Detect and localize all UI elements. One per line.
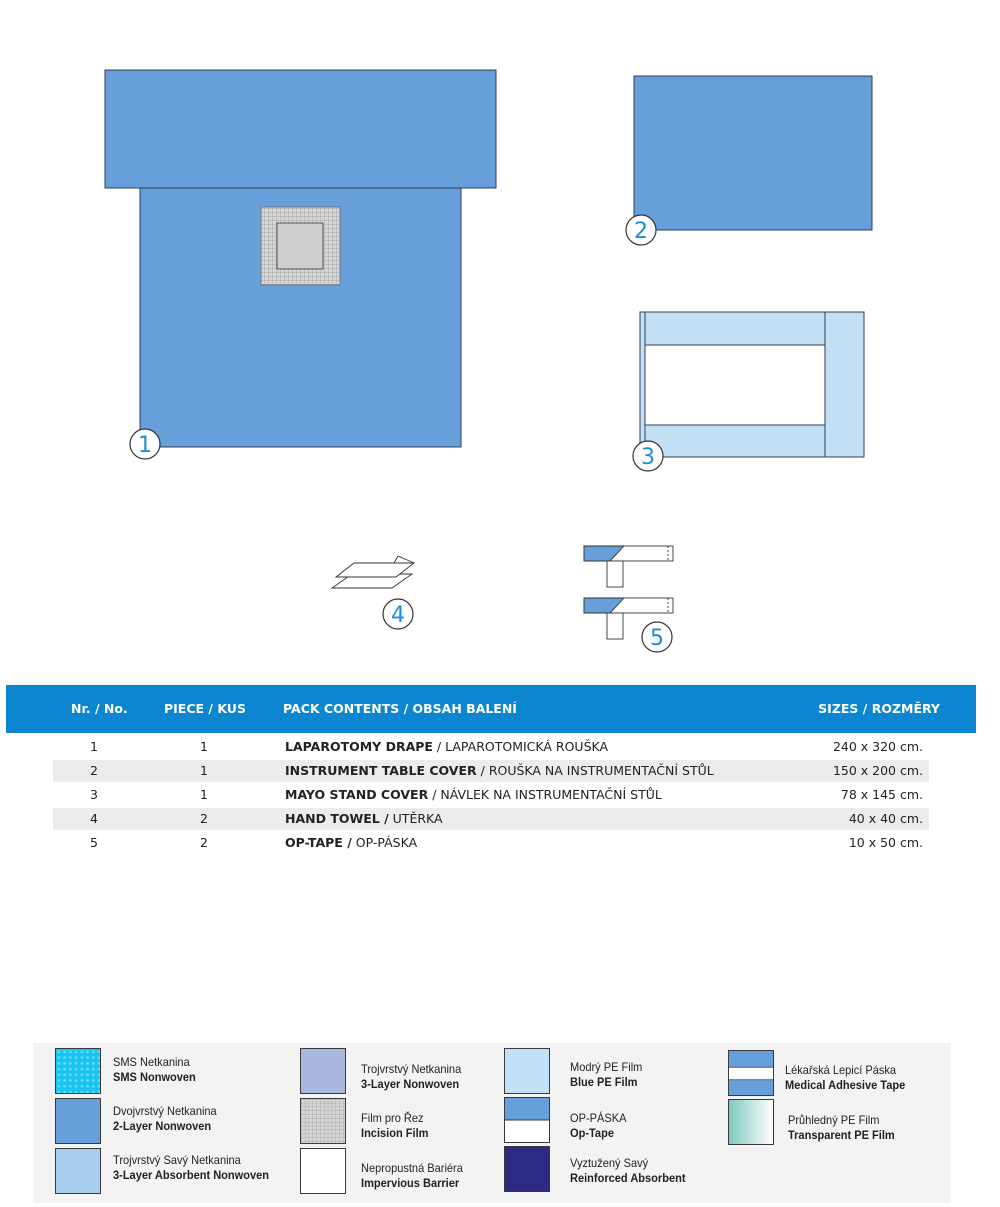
row-piece: 2 [200,835,208,850]
legend-item [570,1060,642,1090]
legend-en: Op-Tape [570,1126,614,1140]
row-name [285,835,417,850]
legend-en: Blue PE Film [570,1075,638,1089]
medical-adhesive-tape-swatch [728,1050,774,1096]
header-piece: PIECE / KUS [164,701,246,716]
row-size: 78 x 145 cm. [840,787,923,802]
legend-en: Medical Adhesive Tape [785,1078,906,1092]
legend-item [361,1161,463,1191]
legend-cz: Film pro Řez [361,1111,424,1125]
table-row [53,784,929,806]
legend-cz: Nepropustná Bariéra [361,1161,463,1175]
legend-en: Reinforced Absorbent [570,1171,686,1185]
mayo-stand-cover-drawing [640,312,864,457]
number-badge-1 [130,429,160,459]
number-3-text: 3 [641,445,655,470]
row-name [285,739,608,754]
row-number: 1 [90,739,98,754]
legend-item [361,1062,461,1092]
header-sizes: SIZES / ROZMĚRY [818,701,940,716]
legend-cz: Modrý PE Film [570,1060,643,1074]
incision-film-swatch [300,1098,346,1144]
legend-cz: Trojvrstvý Netkanina [361,1062,462,1076]
reinforced-absorbent-swatch [504,1146,550,1192]
legend-item [788,1113,895,1143]
row-piece: 1 [200,739,208,754]
legend-cz: Lékařská Lepicí Páska [785,1063,897,1077]
two-layer-nonwoven-swatch [55,1098,101,1144]
op-tape-swatch [504,1097,550,1143]
row-number: 4 [90,811,98,826]
legend-cz: SMS Netkanina [113,1055,190,1069]
row-number: 3 [90,787,98,802]
row-number: 5 [90,835,98,850]
row-name-cz: / NÁVLEK NA INSTRUMENTAČNÍ STŮL [428,787,662,802]
transparent-pe-film-swatch [728,1099,774,1145]
legend-cz: OP-PÁSKA [570,1111,627,1125]
legend-cz: Trojvrstvý Savý Netkanina [113,1153,241,1167]
three-layer-absorbent-swatch [55,1148,101,1194]
legend-item [113,1055,196,1085]
legend-item [361,1111,428,1141]
laparotomy-drape-drawing [105,70,496,447]
legend-en: 2-Layer Nonwoven [113,1119,212,1133]
blue-pe-film-swatch [504,1048,550,1094]
number-badge-3 [633,441,663,471]
legend-item [113,1153,269,1183]
row-name-en: LAPAROTOMY DRAPE [285,739,433,754]
row-number: 2 [90,763,98,778]
row-size: 40 x 40 cm. [848,811,923,826]
impervious-barrier-swatch [300,1148,346,1194]
header-no: Nr. / No. [71,701,128,716]
three-layer-nonwoven-swatch [300,1048,346,1094]
row-name-cz: / LAPAROTOMICKÁ ROUŠKA [432,739,609,754]
row-name [285,763,714,778]
sms-nonwoven-swatch [55,1048,101,1094]
row-name-en: INSTRUMENT TABLE COVER [285,763,477,778]
legend-en: 3-Layer Nonwoven [361,1077,460,1091]
number-badge-4 [383,599,413,629]
row-name-en: OP-TAPE / [285,835,352,850]
header-contents: PACK CONTENTS / OBSAH BALENÍ [283,701,517,716]
instrument-table-cover-drawing [634,76,872,230]
row-name-en: HAND TOWEL / [285,811,389,826]
row-name-en: MAYO STAND COVER [285,787,429,802]
number-badge-5 [642,622,672,652]
row-size: 150 x 200 cm. [832,763,923,778]
number-4-text: 4 [391,603,405,628]
row-name [285,811,443,826]
number-1-text: 1 [138,433,152,458]
legend-item [785,1063,905,1093]
legend-cz: Vyztužený Savý [570,1156,649,1170]
legend-en: Transparent PE Film [788,1128,895,1142]
contents-table-header [6,685,976,733]
legend-en: 3-Layer Absorbent Nonwoven [113,1168,270,1182]
row-name-cz: UTĚRKA [388,811,443,826]
material-legend [33,1043,951,1203]
row-piece: 2 [200,811,208,826]
row-size: 10 x 50 cm. [848,835,923,850]
table-row [53,760,929,782]
legend-cz: Průhledný PE Film [788,1113,880,1127]
legend-item [113,1104,217,1134]
table-row [53,736,929,758]
row-piece: 1 [200,763,208,778]
row-name-cz: OP-PÁSKA [351,835,418,850]
hand-towel-drawing [332,556,414,588]
number-2-text: 2 [634,219,648,244]
legend-item [570,1111,626,1141]
row-piece: 1 [200,787,208,802]
table-row [53,832,929,854]
row-name-cz: / ROUŠKA NA INSTRUMENTAČNÍ STŮL [476,763,714,778]
row-name [285,787,662,802]
row-size: 240 x 320 cm. [832,739,923,754]
legend-en: Impervious Barrier [361,1176,460,1190]
legend-en: SMS Nonwoven [113,1070,196,1084]
number-5-text: 5 [650,626,664,651]
legend-en: Incision Film [361,1126,429,1140]
number-badge-2 [626,215,656,245]
legend-item [570,1156,686,1186]
table-row [53,808,929,830]
legend-cz: Dvojvrstvý Netkanina [113,1104,217,1118]
